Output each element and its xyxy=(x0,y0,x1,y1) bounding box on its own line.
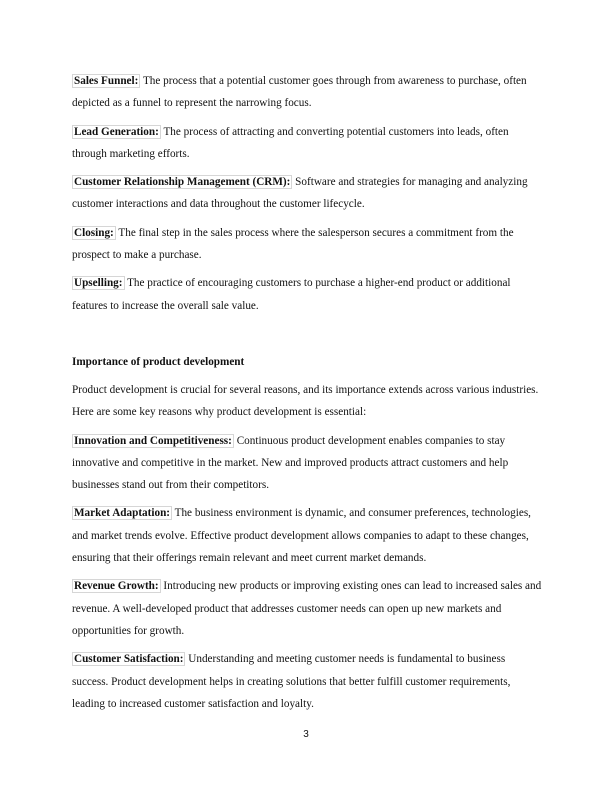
reason-paragraph xyxy=(72,430,542,497)
reason-paragraph xyxy=(72,502,542,569)
definition-text: The process of attracting and converting potential customers into leads, often through marketing efforts. xyxy=(72,125,509,160)
definition-term: Upselling: xyxy=(74,277,123,290)
definition-text: Software and strategies for managing and analyzing customer interactions and data throughout the customer lifecycle. xyxy=(72,176,528,211)
reason-term: Innovation and Competitiveness: xyxy=(74,434,232,447)
definition-text: The process that a potential customer goes through from awareness to purchase, often depicted as a funnel to represent the narrowing focus. xyxy=(72,75,527,110)
reason-text: Continuous product development enables companies to stay innovative and competitive in the market. New and improved products attract customers and help businesses stand out from their competitors. xyxy=(72,434,509,492)
definition-term: Sales Funnel: xyxy=(74,75,139,87)
section-intro: Product development is crucial for several reasons, and its importance extends across various industries. Here are some key reasons why product development is essential: xyxy=(72,383,539,419)
reason-text: Understanding and meeting customer needs is fundamental to business success. Product development helps in creating solutions that better fulfill customer requirements, leading to increased customer satisfaction and loyalty. xyxy=(72,653,511,710)
definition-text: The final step in the sales process where the salesperson secures a commitment from the prospect to make a purchase. xyxy=(72,226,514,262)
definition-paragraph xyxy=(72,121,542,166)
reason-term: Market Adaptation: xyxy=(74,507,171,520)
reason-term: Customer Satisfaction: xyxy=(74,653,184,666)
definition-paragraph xyxy=(72,70,542,115)
reason-term: Revenue Growth: xyxy=(74,580,159,593)
page-number: 3 xyxy=(303,729,309,740)
definition-paragraph xyxy=(72,171,542,216)
definition-text: The practice of encouraging customers to purchase a higher-end product or additional features to increase the overall sale value. xyxy=(72,277,511,312)
section-heading: Importance of product development xyxy=(72,355,245,368)
definition-term: Closing: xyxy=(74,226,114,239)
reason-paragraph xyxy=(72,575,542,642)
definition-paragraph xyxy=(72,222,542,267)
reason-text: The business environment is dynamic, and consumer preferences, technologies, and market trends evolve. Effective product development allows companies to adapt to these changes, ensuring that their offerings remain relevant and meet current market demands. xyxy=(72,507,531,565)
definition-term: Lead Generation: xyxy=(74,125,159,138)
reason-paragraph xyxy=(72,648,542,715)
definition-paragraph xyxy=(72,272,542,317)
document-body xyxy=(72,70,542,721)
definition-term: Customer Relationship Management (CRM): xyxy=(74,176,291,189)
reason-text: Introducing new products or improving existing ones can lead to increased sales and revenue. A well-developed product that addresses customer needs can open up new markets and opportunities for growth. xyxy=(72,580,542,637)
